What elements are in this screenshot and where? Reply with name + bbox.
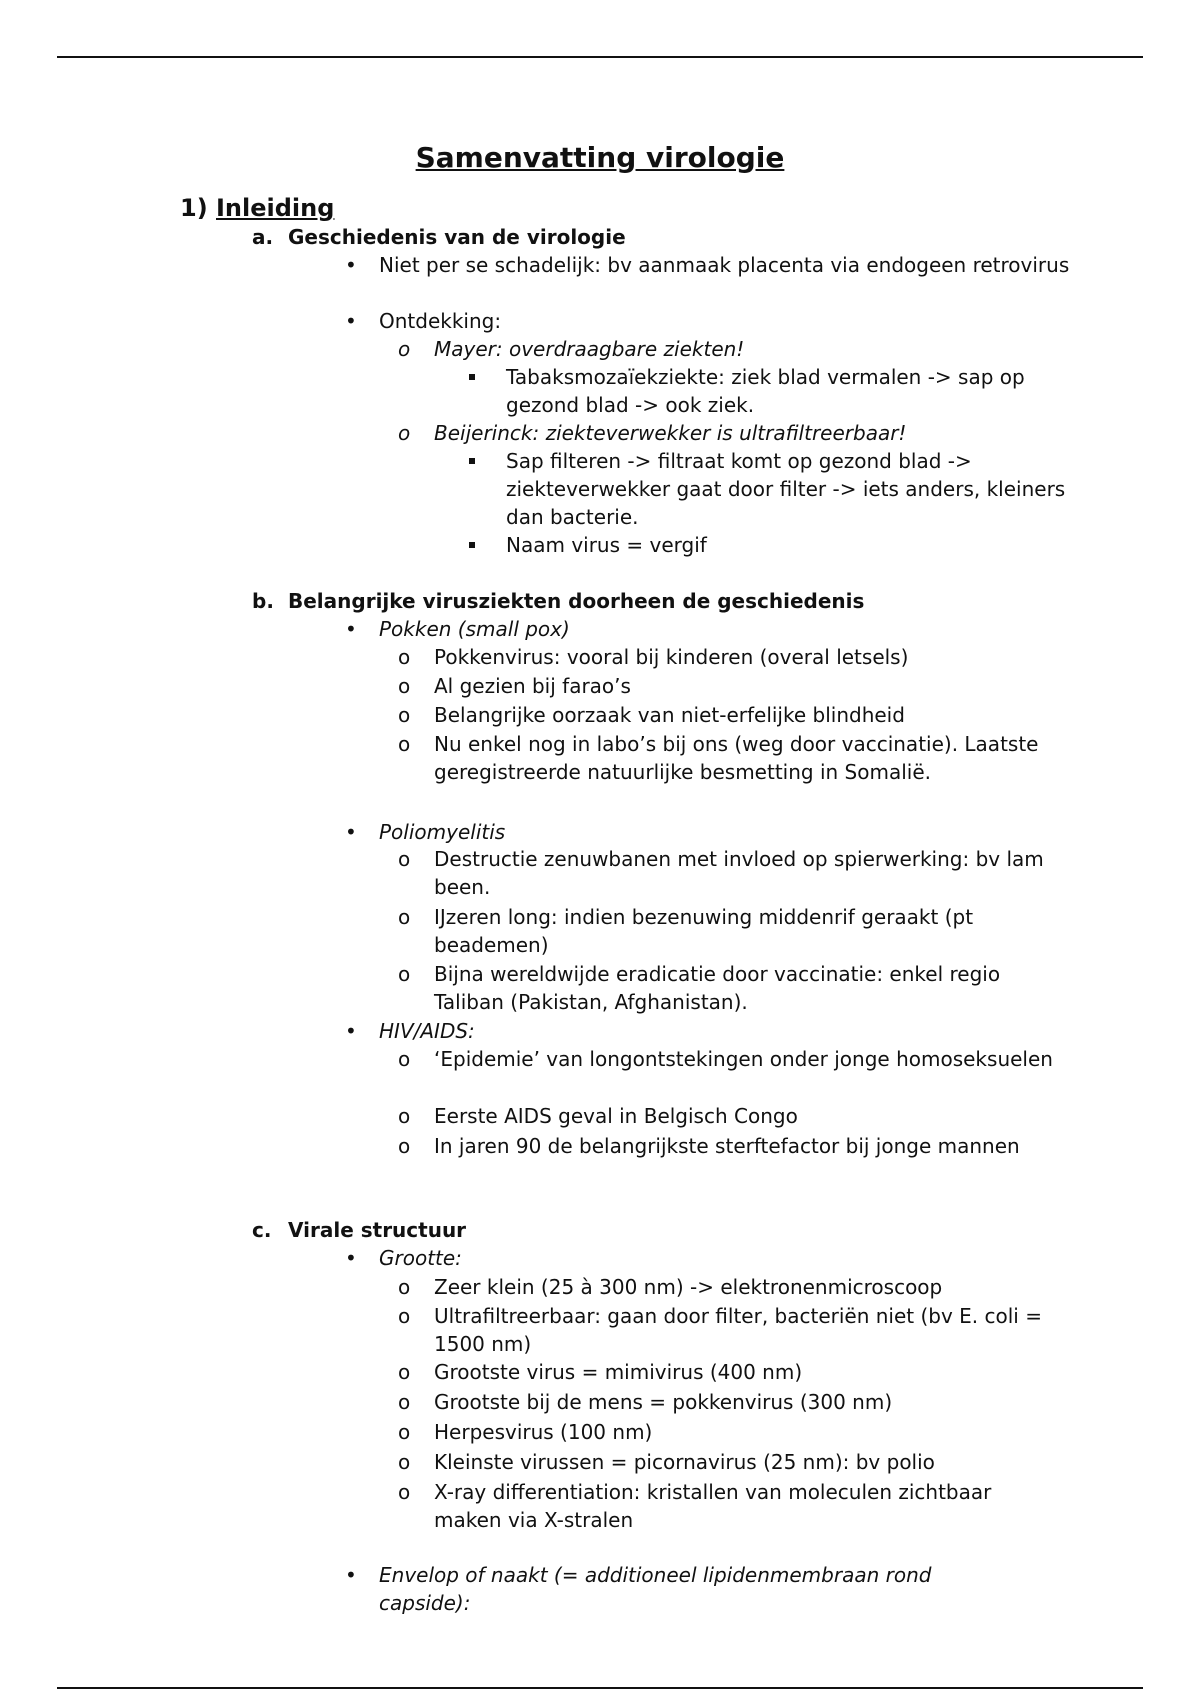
bullet-marker: • [345,1563,357,1587]
item-text: Niet per se schadelijk: bv aanmaak placenta via endogeen retrovirus [379,253,1070,277]
square-bullet-icon [469,374,475,380]
item-text: Al gezien bij farao’s [434,674,631,698]
item-text: Grootte: [379,1246,462,1270]
item-text: HIV/AIDS: [379,1019,475,1043]
list-item [398,960,1054,1016]
circle-marker: o [398,703,411,727]
circle-marker: o [398,1275,411,1299]
list-item [506,531,1066,559]
list-item [398,730,1054,786]
item-text: Nu enkel nog in labo’s bij ons (weg door vaccinatie). Laatste geregistreerde natuurlijke besmetting in Somalië. [434,732,1039,784]
item-text: ‘Epidemie’ van longontstekingen onder jonge homoseksuelen [434,1047,1053,1071]
section-heading-a [252,223,626,251]
item-text: In jaren 90 de belangrijkste sterftefactor bij jonge mannen [434,1134,1020,1158]
list-item [345,307,1079,335]
item-text: Poliomyelitis [379,820,506,844]
circle-marker: o [398,1480,411,1504]
chapter-number: 1) [180,194,208,222]
item-text: Tabaksmozaïekziekte: ziek blad vermalen -> sap op gezond blad -> ook ziek. [506,365,1025,417]
document-title: Samenvatting virologie [415,141,785,174]
circle-marker: o [398,337,411,361]
list-item [398,643,1054,671]
item-text: Ultrafiltreerbaar: gaan door filter, bacteriën niet (bv E. coli = 1500 nm) [434,1304,1042,1356]
chapter-heading [180,193,334,223]
list-item [398,1478,1054,1534]
list-item [398,1388,1054,1416]
item-text: Mayer: overdraagbare ziekten! [434,337,745,361]
circle-marker: o [398,674,411,698]
item-text: Grootste virus = mimivirus (400 nm) [434,1360,803,1384]
item-text: Zeer klein (25 à 300 nm) -> elektronenmicroscoop [434,1275,943,1299]
list-item [345,818,1079,846]
list-item [398,1132,1054,1160]
square-bullet-icon [469,542,475,548]
bullet-marker: • [345,1246,357,1270]
item-text: Grootste bij de mens = pokkenvirus (300 nm) [434,1390,893,1414]
circle-marker: o [398,905,411,929]
circle-marker: o [398,1134,411,1158]
footer-rule [57,1687,1143,1689]
circle-marker: o [398,1104,411,1128]
list-item [345,615,1079,643]
item-text: Bijna wereldwijde eradicatie door vaccinatie: enkel regio Taliban (Pakistan, Afghanistan). [434,962,1001,1014]
item-text: Belangrijke oorzaak van niet-erfelijke blindheid [434,703,905,727]
list-item [398,1045,1054,1073]
list-item [398,419,1054,447]
circle-marker: o [398,645,411,669]
item-text: Sap filteren -> filtraat komt op gezond blad -> ziekteverwekker gaat door filter -> iets anders, kleiners dan bacterie. [506,449,1066,529]
item-text: Pokkenvirus: vooral bij kinderen (overal letsels) [434,645,909,669]
section-title: Geschiedenis van de virologie [288,225,626,249]
item-text: Envelop of naakt (= additioneel lipidenmembraan rond capside): [379,1563,932,1615]
circle-marker: o [398,421,411,445]
list-item [398,1273,1054,1301]
item-text: Beijerinck: ziekteverwekker is ultrafiltreerbaar! [434,421,907,445]
list-item [345,1561,1019,1617]
bullet-marker: • [345,820,357,844]
item-text: Naam virus = vergif [506,533,707,557]
list-item [398,701,1054,729]
list-item [398,845,1054,901]
circle-marker: o [398,1360,411,1384]
circle-marker: o [398,1304,411,1328]
list-item [398,1102,1054,1130]
list-item [398,1418,1054,1446]
item-text: Herpesvirus (100 nm) [434,1420,653,1444]
section-letter: a. [252,225,274,249]
bullet-marker: • [345,1019,357,1043]
circle-marker: o [398,1420,411,1444]
square-bullet-icon [469,458,475,464]
section-heading-c [252,1216,466,1244]
section-letter: b. [252,589,274,613]
circle-marker: o [398,847,411,871]
bullet-marker: • [345,309,357,333]
list-item [398,1358,1054,1386]
item-text: Eerste AIDS geval in Belgisch Congo [434,1104,798,1128]
list-item [398,335,1054,363]
circle-marker: o [398,1450,411,1474]
bullet-marker: • [345,253,357,277]
section-heading-b [252,587,864,615]
list-item [398,672,1054,700]
header-rule [57,56,1143,58]
list-item [345,1017,1079,1045]
chapter-title: Inleiding [216,194,335,222]
list-item [398,903,1054,959]
item-text: X-ray differentiation: kristallen van moleculen zichtbaar maken via X-stralen [434,1480,992,1532]
list-item [345,1244,1079,1272]
section-title: Belangrijke virusziekten doorheen de geschiedenis [288,589,865,613]
section-title: Virale structuur [288,1218,467,1242]
circle-marker: o [398,1390,411,1414]
item-text: Ontdekking: [379,309,502,333]
list-item [506,363,1066,419]
item-text: Kleinste virussen = picornavirus (25 nm): bv polio [434,1450,935,1474]
item-text: IJzeren long: indien bezenuwing middenrif geraakt (pt beademen) [434,905,974,957]
list-item [398,1448,1054,1476]
item-text: Pokken (small pox) [379,617,570,641]
circle-marker: o [398,962,411,986]
bullet-marker: • [345,617,357,641]
section-letter: c. [252,1218,272,1242]
list-item [506,447,1066,531]
circle-marker: o [398,1047,411,1071]
list-item [398,1302,1054,1358]
list-item [345,251,1079,279]
item-text: Destructie zenuwbanen met invloed op spierwerking: bv lam been. [434,847,1044,899]
circle-marker: o [398,732,411,756]
